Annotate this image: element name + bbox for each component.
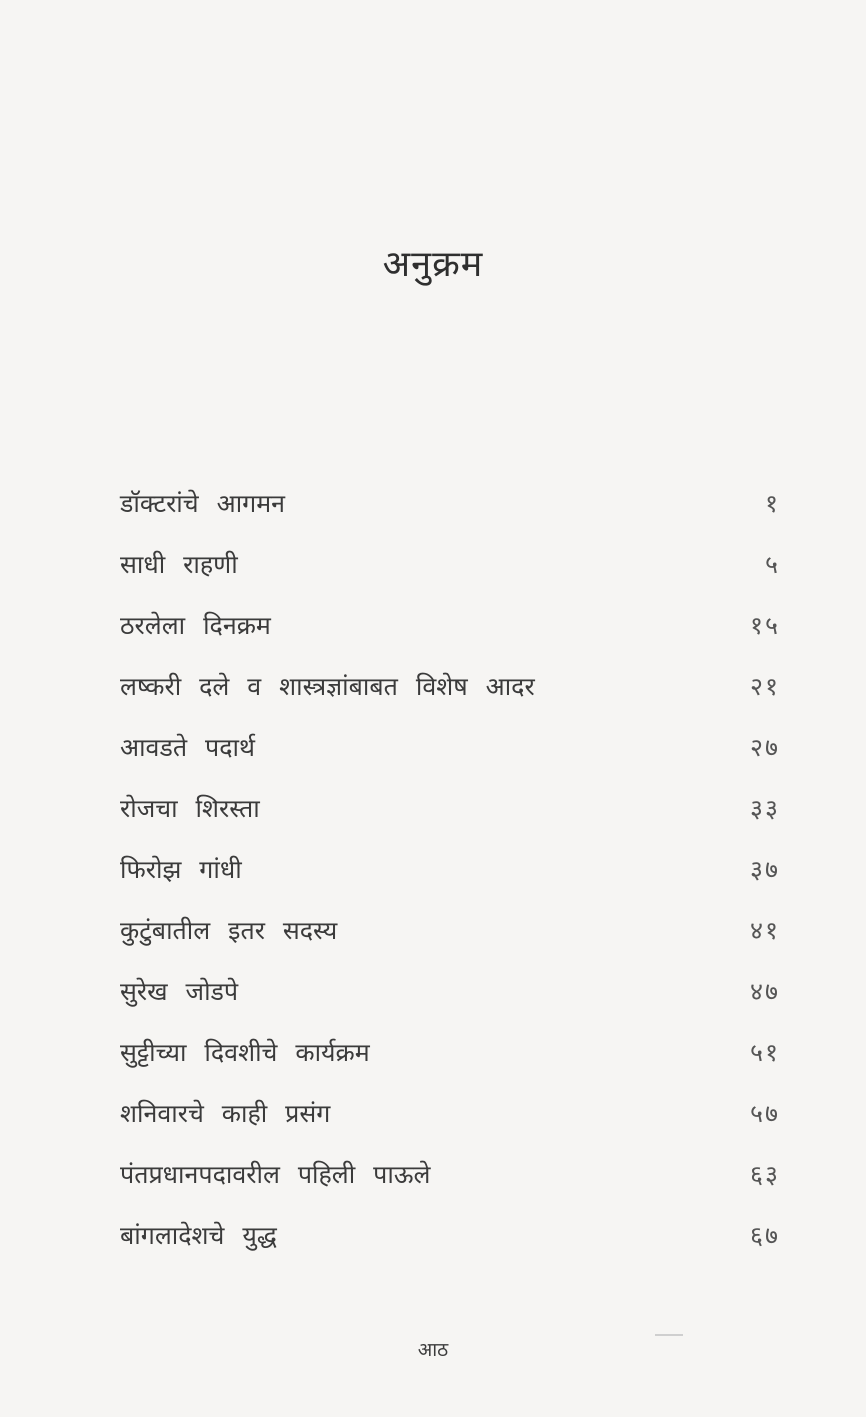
toc-entry [120,472,780,533]
page-number-folio: आठ [417,1339,449,1361]
toc-entry-title: फिरोझ गांधी [120,854,242,884]
toc-entry-page: ५७ [749,1098,780,1128]
toc-entry [120,1082,780,1143]
toc-entry-page: १५ [749,610,780,640]
toc-entry [120,716,780,777]
toc-entry-page: ५१ [749,1037,780,1067]
toc-entry-page: ४१ [749,915,780,945]
toc-entry [120,594,780,655]
toc-entry [120,533,780,594]
toc-entry-title: शनिवारचे काही प्रसंग [120,1098,331,1128]
toc-entry-title: डॉक्टरांचे आगमन [120,488,286,518]
toc-entry-page: २७ [749,732,780,762]
toc-entry-page: ३३ [749,793,780,823]
toc-entry [120,899,780,960]
toc-entry [120,1143,780,1204]
toc-entry-title: सुट्टीच्या दिवशीचे कार्यक्रम [120,1037,370,1067]
toc-entry-page: ६३ [749,1159,780,1189]
toc-entry-title: लष्करी दले व शास्त्रज्ञांबाबत विशेष आदर [120,671,535,701]
toc-entry-title: रोजचा शिरस्ता [120,793,260,823]
toc-entry-page: ६७ [749,1220,780,1250]
toc-entry-title: बांगलादेशचे युद्ध [120,1220,277,1250]
toc-entry-title: साधी राहणी [120,549,238,579]
toc-entry [120,838,780,899]
table-of-contents [120,472,780,1265]
toc-entry-page: १ [764,488,780,518]
toc-entry-page: ४७ [749,976,780,1006]
toc-entry-title: कुटुंबातील इतर सदस्य [120,915,338,945]
toc-entry-title: ठरलेला दिनक्रम [120,610,271,640]
toc-entry [120,1204,780,1265]
toc-entry-page: २१ [749,671,780,701]
toc-entry [120,1021,780,1082]
toc-entry-page: ५ [764,549,780,579]
toc-entry-page: ३७ [749,854,780,884]
page-title: अनुक्रम [382,244,484,285]
toc-entry-title: सुरेख जोडपे [120,976,239,1006]
toc-entry-title: आवडते पदार्थ [120,732,255,762]
toc-entry [120,960,780,1021]
toc-entry [120,655,780,716]
toc-entry-title: पंतप्रधानपदावरील पहिली पाऊले [120,1159,431,1189]
toc-entry [120,777,780,838]
